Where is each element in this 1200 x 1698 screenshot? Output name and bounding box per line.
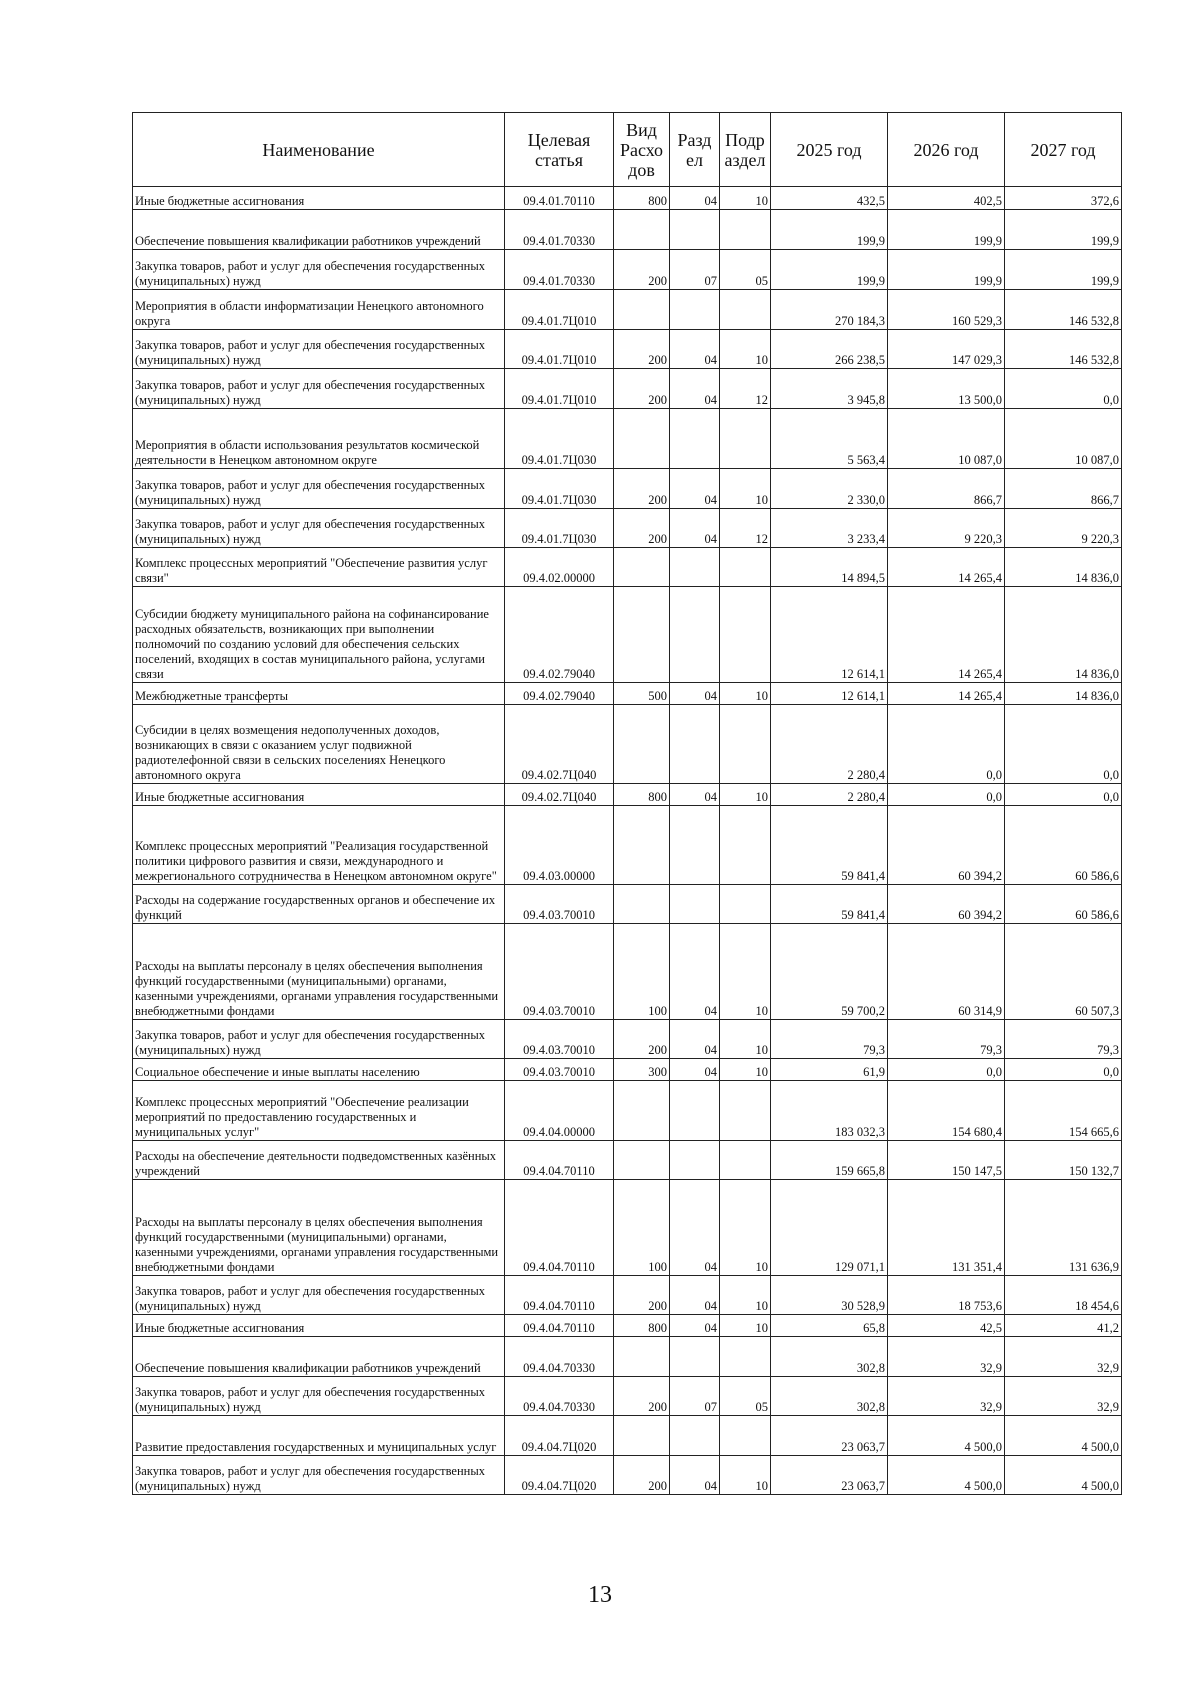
- cell-2025: 12 614,1: [771, 683, 888, 705]
- cell-section: 04: [670, 469, 720, 509]
- cell-2026: 0,0: [888, 1059, 1005, 1081]
- cell-subsection: [720, 210, 771, 250]
- cell-2026: 0,0: [888, 784, 1005, 806]
- table-row: [133, 369, 1122, 409]
- cell-2027: 14 836,0: [1005, 587, 1122, 683]
- cell-name: Закупка товаров, работ и услуг для обеспечения государственных (муниципальных) нужд: [133, 509, 505, 548]
- cell-subsection: 10: [720, 924, 771, 1020]
- cell-expense-type: 300: [614, 1059, 670, 1081]
- cell-2026: 14 265,4: [888, 587, 1005, 683]
- header-section: Разд ел: [670, 113, 720, 187]
- cell-2025: 432,5: [771, 187, 888, 210]
- cell-expense-type: 200: [614, 369, 670, 409]
- cell-target-article: 09.4.01.7Ц030: [505, 509, 614, 548]
- table-row: [133, 784, 1122, 806]
- cell-expense-type: 800: [614, 1315, 670, 1337]
- cell-expense-type: [614, 1416, 670, 1456]
- cell-section: [670, 548, 720, 587]
- cell-2026: 32,9: [888, 1377, 1005, 1416]
- cell-target-article: 09.4.04.7Ц020: [505, 1456, 614, 1495]
- cell-2025: 302,8: [771, 1337, 888, 1377]
- cell-target-article: 09.4.04.00000: [505, 1081, 614, 1141]
- cell-expense-type: [614, 409, 670, 469]
- header-year-2026: 2026 год: [888, 113, 1005, 187]
- cell-2026: 60 314,9: [888, 924, 1005, 1020]
- cell-name: Обеспечение повышения квалификации работников учреждений: [133, 210, 505, 250]
- cell-2025: 129 071,1: [771, 1180, 888, 1276]
- cell-target-article: 09.4.03.70010: [505, 1059, 614, 1081]
- table-row: [133, 250, 1122, 290]
- cell-expense-type: 800: [614, 784, 670, 806]
- cell-2025: 270 184,3: [771, 290, 888, 330]
- cell-2025: 159 665,8: [771, 1141, 888, 1180]
- cell-2027: 9 220,3: [1005, 509, 1122, 548]
- cell-section: 04: [670, 924, 720, 1020]
- table-row: [133, 1377, 1122, 1416]
- table-row: [133, 1315, 1122, 1337]
- cell-2025: 59 841,4: [771, 806, 888, 885]
- cell-expense-type: 500: [614, 683, 670, 705]
- cell-2026: 131 351,4: [888, 1180, 1005, 1276]
- cell-target-article: 09.4.01.7Ц010: [505, 330, 614, 369]
- cell-2025: 59 700,2: [771, 924, 888, 1020]
- cell-2027: 0,0: [1005, 1059, 1122, 1081]
- table-row: [133, 469, 1122, 509]
- budget-table: [132, 112, 1122, 1495]
- cell-expense-type: 200: [614, 250, 670, 290]
- cell-2026: 150 147,5: [888, 1141, 1005, 1180]
- cell-target-article: 09.4.03.70010: [505, 924, 614, 1020]
- cell-2027: 41,2: [1005, 1315, 1122, 1337]
- cell-2025: 65,8: [771, 1315, 888, 1337]
- cell-subsection: 10: [720, 683, 771, 705]
- cell-expense-type: [614, 885, 670, 924]
- cell-subsection: [720, 587, 771, 683]
- cell-2025: 30 528,9: [771, 1276, 888, 1315]
- cell-2025: 12 614,1: [771, 587, 888, 683]
- cell-expense-type: 100: [614, 924, 670, 1020]
- cell-2026: 42,5: [888, 1315, 1005, 1337]
- page-number: 13: [588, 1582, 612, 1608]
- cell-2026: 4 500,0: [888, 1456, 1005, 1495]
- cell-2027: 866,7: [1005, 469, 1122, 509]
- cell-2026: 18 753,6: [888, 1276, 1005, 1315]
- cell-section: 04: [670, 784, 720, 806]
- cell-2025: 23 063,7: [771, 1416, 888, 1456]
- cell-2026: 199,9: [888, 250, 1005, 290]
- table-row: [133, 885, 1122, 924]
- cell-section: 04: [670, 369, 720, 409]
- cell-section: 04: [670, 330, 720, 369]
- cell-2026: 79,3: [888, 1020, 1005, 1059]
- cell-2027: 0,0: [1005, 784, 1122, 806]
- cell-expense-type: 200: [614, 1276, 670, 1315]
- cell-2027: 0,0: [1005, 705, 1122, 784]
- cell-expense-type: 200: [614, 330, 670, 369]
- cell-section: [670, 806, 720, 885]
- cell-2026: 4 500,0: [888, 1416, 1005, 1456]
- cell-2027: 60 586,6: [1005, 885, 1122, 924]
- cell-target-article: 09.4.01.7Ц010: [505, 290, 614, 330]
- cell-name: Закупка товаров, работ и услуг для обеспечения государственных (муниципальных) нужд: [133, 1020, 505, 1059]
- cell-2025: 302,8: [771, 1377, 888, 1416]
- cell-target-article: 09.4.03.70010: [505, 1020, 614, 1059]
- cell-section: [670, 1337, 720, 1377]
- cell-section: 04: [670, 683, 720, 705]
- cell-section: [670, 587, 720, 683]
- table-row: [133, 330, 1122, 369]
- cell-section: [670, 409, 720, 469]
- cell-2027: 60 586,6: [1005, 806, 1122, 885]
- cell-2026: 60 394,2: [888, 806, 1005, 885]
- cell-section: [670, 1416, 720, 1456]
- cell-expense-type: 200: [614, 509, 670, 548]
- cell-name: Закупка товаров, работ и услуг для обеспечения государственных (муниципальных) нужд: [133, 1377, 505, 1416]
- cell-subsection: 10: [720, 330, 771, 369]
- cell-subsection: 05: [720, 250, 771, 290]
- cell-subsection: [720, 705, 771, 784]
- cell-target-article: 09.4.01.7Ц030: [505, 409, 614, 469]
- cell-section: 07: [670, 1377, 720, 1416]
- cell-2027: 199,9: [1005, 250, 1122, 290]
- cell-subsection: 10: [720, 1276, 771, 1315]
- cell-2025: 199,9: [771, 210, 888, 250]
- cell-subsection: 10: [720, 784, 771, 806]
- cell-subsection: 10: [720, 1315, 771, 1337]
- cell-name: Мероприятия в области использования результатов космической деятельности в Ненецком автономном округе: [133, 409, 505, 469]
- cell-2027: 18 454,6: [1005, 1276, 1122, 1315]
- cell-subsection: [720, 885, 771, 924]
- cell-2026: 160 529,3: [888, 290, 1005, 330]
- cell-2026: 14 265,4: [888, 683, 1005, 705]
- cell-name: Обеспечение повышения квалификации работников учреждений: [133, 1337, 505, 1377]
- cell-2027: 14 836,0: [1005, 548, 1122, 587]
- cell-2027: 131 636,9: [1005, 1180, 1122, 1276]
- cell-name: Расходы на выплаты персоналу в целях обеспечения выполнения функций государственными (муниципальными) органами, казенными учреждениями, органами управления государственными внебюджетными фондами: [133, 1180, 505, 1276]
- cell-section: [670, 1141, 720, 1180]
- cell-subsection: 10: [720, 1456, 771, 1495]
- header-target-article: Целевая статья: [505, 113, 614, 187]
- table-row: [133, 1180, 1122, 1276]
- cell-target-article: 09.4.02.79040: [505, 683, 614, 705]
- cell-2026: 13 500,0: [888, 369, 1005, 409]
- table-row: [133, 806, 1122, 885]
- cell-2027: 4 500,0: [1005, 1416, 1122, 1456]
- cell-name: Закупка товаров, работ и услуг для обеспечения государственных (муниципальных) нужд: [133, 469, 505, 509]
- cell-2025: 79,3: [771, 1020, 888, 1059]
- cell-target-article: 09.4.04.70110: [505, 1315, 614, 1337]
- cell-target-article: 09.4.04.70110: [505, 1276, 614, 1315]
- cell-subsection: [720, 1081, 771, 1141]
- cell-section: 04: [670, 1020, 720, 1059]
- cell-target-article: 09.4.01.70110: [505, 187, 614, 210]
- cell-name: Закупка товаров, работ и услуг для обеспечения государственных (муниципальных) нужд: [133, 250, 505, 290]
- cell-name: Иные бюджетные ассигнования: [133, 784, 505, 806]
- cell-2027: 154 665,6: [1005, 1081, 1122, 1141]
- cell-target-article: 09.4.04.70330: [505, 1377, 614, 1416]
- cell-name: Иные бюджетные ассигнования: [133, 187, 505, 210]
- cell-name: Закупка товаров, работ и услуг для обеспечения государственных (муниципальных) нужд: [133, 369, 505, 409]
- cell-name: Комплекс процессных мероприятий "Обеспечение реализации мероприятий по предоставлению государственных и муниципальных услуг": [133, 1081, 505, 1141]
- cell-name: Социальное обеспечение и иные выплаты населению: [133, 1059, 505, 1081]
- cell-2025: 2 280,4: [771, 784, 888, 806]
- table-row: [133, 705, 1122, 784]
- cell-subsection: 10: [720, 469, 771, 509]
- cell-2027: 32,9: [1005, 1377, 1122, 1416]
- cell-section: 04: [670, 1059, 720, 1081]
- cell-target-article: 09.4.04.70330: [505, 1337, 614, 1377]
- cell-subsection: [720, 548, 771, 587]
- cell-2026: 14 265,4: [888, 548, 1005, 587]
- table-row: [133, 210, 1122, 250]
- cell-2025: 183 032,3: [771, 1081, 888, 1141]
- cell-expense-type: [614, 1081, 670, 1141]
- cell-expense-type: 200: [614, 1020, 670, 1059]
- cell-subsection: [720, 409, 771, 469]
- cell-subsection: 10: [720, 1059, 771, 1081]
- cell-target-article: 09.4.04.70110: [505, 1141, 614, 1180]
- cell-expense-type: [614, 290, 670, 330]
- cell-name: Комплекс процессных мероприятий "Обеспечение развития услуг связи": [133, 548, 505, 587]
- cell-expense-type: 200: [614, 1456, 670, 1495]
- table-header-row: [133, 113, 1122, 187]
- cell-section: 04: [670, 1276, 720, 1315]
- table-row: [133, 1059, 1122, 1081]
- cell-name: Расходы на обеспечение деятельности подведомственных казённых учреждений: [133, 1141, 505, 1180]
- cell-2027: 372,6: [1005, 187, 1122, 210]
- cell-target-article: 09.4.04.7Ц020: [505, 1416, 614, 1456]
- cell-2027: 60 507,3: [1005, 924, 1122, 1020]
- table-row: [133, 924, 1122, 1020]
- cell-subsection: 12: [720, 369, 771, 409]
- table-row: [133, 509, 1122, 548]
- cell-2025: 59 841,4: [771, 885, 888, 924]
- cell-2026: 866,7: [888, 469, 1005, 509]
- cell-subsection: 12: [720, 509, 771, 548]
- cell-2027: 14 836,0: [1005, 683, 1122, 705]
- cell-section: 04: [670, 1180, 720, 1276]
- cell-subsection: 10: [720, 1180, 771, 1276]
- cell-2026: 402,5: [888, 187, 1005, 210]
- table-row: [133, 587, 1122, 683]
- cell-name: Субсидии бюджету муниципального района на софинансирование расходных обязательств, возникающих при выполнении полномочий по созданию условий для обеспечения сельских поселений, входящих в состав муниципального района, услугами связи: [133, 587, 505, 683]
- cell-target-article: 09.4.01.7Ц010: [505, 369, 614, 409]
- cell-section: 04: [670, 187, 720, 210]
- cell-2026: 0,0: [888, 705, 1005, 784]
- cell-subsection: 05: [720, 1377, 771, 1416]
- cell-2025: 199,9: [771, 250, 888, 290]
- cell-target-article: 09.4.01.70330: [505, 250, 614, 290]
- table-row: [133, 1141, 1122, 1180]
- cell-name: Мероприятия в области информатизации Ненецкого автономного округа: [133, 290, 505, 330]
- cell-name: Расходы на выплаты персоналу в целях обеспечения выполнения функций государственными (муниципальными) органами, казенными учреждениями, органами управления государственными внебюджетными фондами: [133, 924, 505, 1020]
- cell-2026: 60 394,2: [888, 885, 1005, 924]
- cell-expense-type: 200: [614, 1377, 670, 1416]
- cell-2027: 4 500,0: [1005, 1456, 1122, 1495]
- cell-2025: 266 238,5: [771, 330, 888, 369]
- cell-target-article: 09.4.03.70010: [505, 885, 614, 924]
- table-row: [133, 683, 1122, 705]
- cell-name: Межбюджетные трансферты: [133, 683, 505, 705]
- cell-2025: 2 280,4: [771, 705, 888, 784]
- cell-section: [670, 210, 720, 250]
- cell-expense-type: [614, 548, 670, 587]
- cell-name: Иные бюджетные ассигнования: [133, 1315, 505, 1337]
- cell-name: Расходы на содержание государственных органов и обеспечение их функций: [133, 885, 505, 924]
- cell-2026: 147 029,3: [888, 330, 1005, 369]
- table-row: [133, 1020, 1122, 1059]
- cell-2025: 23 063,7: [771, 1456, 888, 1495]
- cell-expense-type: 200: [614, 469, 670, 509]
- cell-subsection: [720, 806, 771, 885]
- cell-name: Закупка товаров, работ и услуг для обеспечения государственных (муниципальных) нужд: [133, 1276, 505, 1315]
- cell-name: Закупка товаров, работ и услуг для обеспечения государственных (муниципальных) нужд: [133, 330, 505, 369]
- table-row: [133, 548, 1122, 587]
- cell-subsection: 10: [720, 1020, 771, 1059]
- cell-subsection: [720, 1337, 771, 1377]
- cell-section: 04: [670, 1456, 720, 1495]
- cell-2026: 154 680,4: [888, 1081, 1005, 1141]
- cell-target-article: 09.4.03.00000: [505, 806, 614, 885]
- cell-subsection: [720, 1416, 771, 1456]
- cell-expense-type: 100: [614, 1180, 670, 1276]
- cell-name: Субсидии в целях возмещения недополученных доходов, возникающих в связи с оказанием услуг подвижной радиотелефонной связи в сельских поселениях Ненецкого автономного округа: [133, 705, 505, 784]
- cell-target-article: 09.4.02.7Ц040: [505, 705, 614, 784]
- cell-2025: 5 563,4: [771, 409, 888, 469]
- cell-2027: 199,9: [1005, 210, 1122, 250]
- cell-name: Развитие предоставления государственных и муниципальных услуг: [133, 1416, 505, 1456]
- cell-target-article: 09.4.02.79040: [505, 587, 614, 683]
- cell-name: Комплекс процессных мероприятий "Реализация государственной политики цифрового развития и связи, международного и межрегионального сотрудничества в Ненецком автономном округе": [133, 806, 505, 885]
- header-expense-type: Вид Расхо дов: [614, 113, 670, 187]
- table-row: [133, 1337, 1122, 1377]
- cell-subsection: 10: [720, 187, 771, 210]
- cell-2027: 0,0: [1005, 369, 1122, 409]
- cell-section: 04: [670, 1315, 720, 1337]
- cell-name: Закупка товаров, работ и услуг для обеспечения государственных (муниципальных) нужд: [133, 1456, 505, 1495]
- cell-expense-type: [614, 1337, 670, 1377]
- cell-target-article: 09.4.02.7Ц040: [505, 784, 614, 806]
- table-row: [133, 1416, 1122, 1456]
- cell-subsection: [720, 290, 771, 330]
- table-body: [133, 187, 1122, 1495]
- cell-expense-type: [614, 806, 670, 885]
- header-year-2027: 2027 год: [1005, 113, 1122, 187]
- cell-expense-type: [614, 587, 670, 683]
- cell-2025: 3 233,4: [771, 509, 888, 548]
- cell-section: 04: [670, 509, 720, 548]
- cell-2025: 2 330,0: [771, 469, 888, 509]
- cell-target-article: 09.4.04.70110: [505, 1180, 614, 1276]
- table-row: [133, 409, 1122, 469]
- cell-2026: 32,9: [888, 1337, 1005, 1377]
- cell-2026: 9 220,3: [888, 509, 1005, 548]
- cell-2027: 10 087,0: [1005, 409, 1122, 469]
- cell-subsection: [720, 1141, 771, 1180]
- cell-2026: 199,9: [888, 210, 1005, 250]
- cell-section: 07: [670, 250, 720, 290]
- cell-target-article: 09.4.02.00000: [505, 548, 614, 587]
- cell-section: [670, 290, 720, 330]
- table-row: [133, 290, 1122, 330]
- cell-section: [670, 885, 720, 924]
- cell-2027: 79,3: [1005, 1020, 1122, 1059]
- cell-section: [670, 705, 720, 784]
- cell-2026: 10 087,0: [888, 409, 1005, 469]
- table-row: [133, 1081, 1122, 1141]
- cell-2025: 3 945,8: [771, 369, 888, 409]
- header-subsection: Подр аздел: [720, 113, 771, 187]
- header-year-2025: 2025 год: [771, 113, 888, 187]
- cell-2027: 150 132,7: [1005, 1141, 1122, 1180]
- cell-target-article: 09.4.01.70330: [505, 210, 614, 250]
- cell-expense-type: [614, 1141, 670, 1180]
- cell-2027: 146 532,8: [1005, 330, 1122, 369]
- cell-2025: 61,9: [771, 1059, 888, 1081]
- cell-section: [670, 1081, 720, 1141]
- cell-2025: 14 894,5: [771, 548, 888, 587]
- cell-2027: 146 532,8: [1005, 290, 1122, 330]
- table-row: [133, 187, 1122, 210]
- cell-expense-type: [614, 705, 670, 784]
- cell-expense-type: 800: [614, 187, 670, 210]
- table-row: [133, 1276, 1122, 1315]
- table-row: [133, 1456, 1122, 1495]
- cell-target-article: 09.4.01.7Ц030: [505, 469, 614, 509]
- header-name: Наименование: [133, 113, 505, 187]
- cell-expense-type: [614, 210, 670, 250]
- cell-2027: 32,9: [1005, 1337, 1122, 1377]
